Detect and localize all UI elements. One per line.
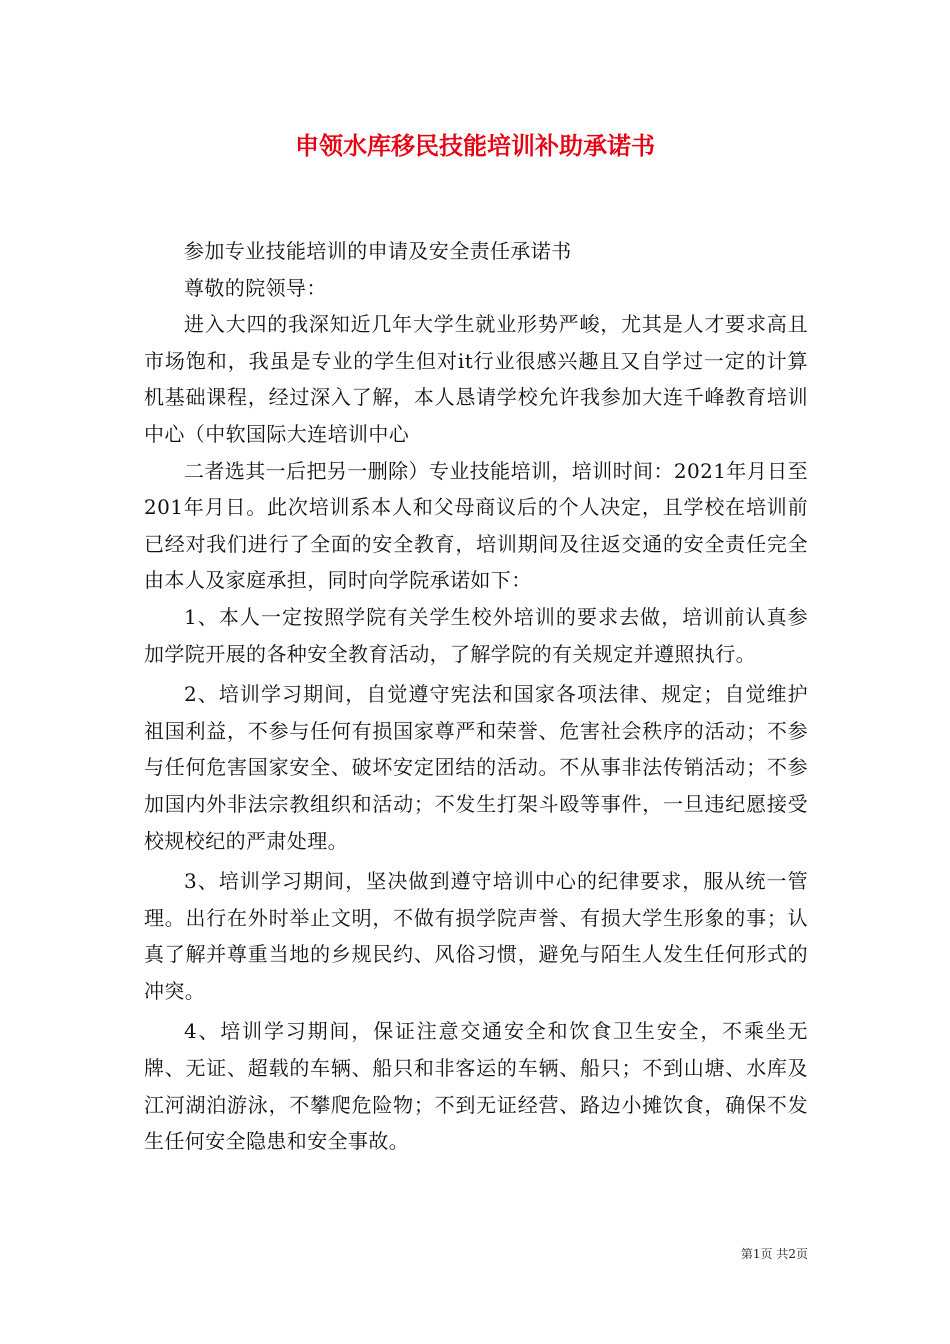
document-title: 申领水库移民技能培训补助承诺书 — [295, 132, 655, 160]
document-body — [144, 233, 808, 1160]
paragraph-item-3: 3、培训学习期间，坚决做到遵守培训中心的纪律要求，服从统一管理。出行在外时举止文明，不做有损学院声誉、有损大学生形象的事；认真了解并尊重当地的乡规民约、风俗习惯，避免与陌生人发生任何形式的冲突。 — [144, 869, 808, 1003]
page-number-footer: 第1页 共2页 — [740, 1247, 808, 1261]
paragraph-training-time: 二者选其一后把另一删除）专业技能培训，培训时间：2021年月日至201年月日。此次培训系本人和父母商议后的个人决定，且学校在培训前已经对我们进行了全面的安全教育，培训期间及往返交通的安全责任完全由本人及家庭承担，同时向学院承诺如下： — [144, 458, 808, 593]
paragraph-item-1: 1、本人一定按照学院有关学生校外培训的要求去做，培训前认真参加学院开展的各种安全教育活动，了解学院的有关规定并遵照执行。 — [144, 604, 808, 666]
document-subtitle: 参加专业技能培训的申请及安全责任承诺书 — [184, 239, 572, 263]
salutation: 尊敬的院领导： — [184, 275, 327, 300]
paragraph-item-2: 2、培训学习期间，自觉遵守宪法和国家各项法律、规定；自觉维护祖国利益，不参与任何有损国家尊严和荣誉、危害社会秩序的活动；不参与任何危害国家安全、破坏安定团结的活动。不从事非法传销活动；不参加国内外非法宗教组织和活动；不发生打架斗殴等事件，一旦违纪愿接受校规校纪的严肃处理。 — [144, 682, 808, 853]
paragraph-item-4: 4、培训学习期间，保证注意交通安全和饮食卫生安全，不乘坐无牌、无证、超载的车辆、船只和非客运的车辆、船只；不到山塘、水库及江河湖泊游泳，不攀爬危险物；不到无证经营、路边小摊饮食，确保不发生任何安全隐患和安全事故。 — [144, 1019, 808, 1154]
paragraph-intro: 进入大四的我深知近几年大学生就业形势严峻，尤其是人才要求高且市场饱和，我虽是专业的学生但对it行业很感兴趣且又自学过一定的计算机基础课程，经过深入了解，本人恳请学校允许我参加大连千峰教育培训中心（中软国际大连培训中心 — [144, 312, 808, 446]
